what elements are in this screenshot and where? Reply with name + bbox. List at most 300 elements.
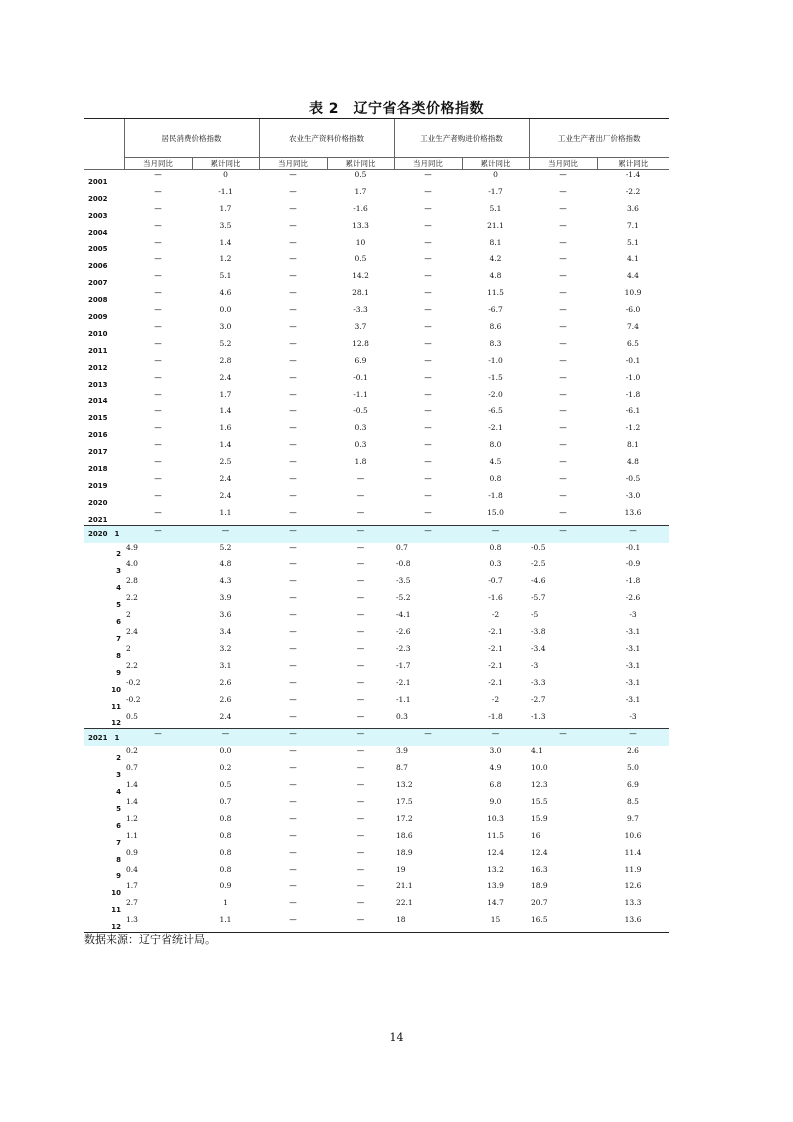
- value-cell: 16: [531, 830, 541, 840]
- value-cell: 3.9: [219, 593, 232, 603]
- value-cell: -3.1: [625, 694, 641, 704]
- month-row: [84, 610, 669, 627]
- value-cell: —: [424, 355, 432, 365]
- value-cell: -2.1: [488, 643, 503, 653]
- value-cell: 9.7: [627, 813, 639, 823]
- value-cell: 4.8: [219, 559, 232, 569]
- row-label: 9: [116, 872, 121, 881]
- row-label: 2007: [88, 279, 108, 288]
- value-cell: —: [424, 170, 432, 179]
- value-cell: —: [424, 372, 432, 382]
- month-row: [84, 543, 669, 560]
- value-cell: —: [289, 322, 297, 332]
- row-label: 2006: [88, 262, 108, 271]
- row-label: 2016: [88, 431, 108, 440]
- value-cell: -2.1: [396, 677, 411, 687]
- value-cell: 10.6: [624, 830, 642, 840]
- value-cell: —: [289, 389, 297, 399]
- value-cell: —: [424, 237, 432, 247]
- subheader-cumulative: 累计同比: [597, 158, 669, 170]
- data-source-note: 数据来源：辽宁省统计局。: [84, 933, 216, 946]
- value-cell: -0.1: [625, 355, 641, 365]
- value-cell: 1.7: [126, 881, 138, 891]
- value-cell: —: [559, 490, 567, 500]
- value-cell: 4.5: [489, 457, 502, 467]
- value-cell: -2: [491, 694, 500, 704]
- value-cell: 16.3: [531, 864, 548, 874]
- value-cell: 3.0: [489, 746, 502, 756]
- value-cell: —: [289, 763, 297, 773]
- value-cell: —: [356, 746, 365, 756]
- value-cell: —: [356, 610, 365, 620]
- value-cell: 28.1: [352, 288, 369, 298]
- value-cell: -3.8: [531, 627, 546, 637]
- value-cell: —: [289, 813, 297, 823]
- value-cell: 2.8: [219, 355, 232, 365]
- value-cell: —: [559, 440, 567, 450]
- table-title: 表 2 辽宁省各类价格指数: [308, 101, 485, 117]
- month-row: [84, 559, 669, 576]
- value-cell: 1.2: [126, 813, 138, 823]
- value-cell: —: [394, 525, 462, 542]
- value-cell: -1.8: [625, 389, 641, 399]
- row-label: 2010: [88, 329, 108, 338]
- month-row: [84, 525, 669, 542]
- value-cell: 11.4: [624, 847, 642, 857]
- value-cell: 8.0: [489, 440, 502, 450]
- month-row: [84, 915, 669, 932]
- value-cell: —: [289, 881, 297, 891]
- value-cell: —: [356, 593, 365, 603]
- value-cell: —: [424, 203, 432, 213]
- value-cell: 0.7: [396, 542, 408, 552]
- value-cell: —: [259, 915, 327, 932]
- value-cell: -1.2: [625, 423, 641, 433]
- value-cell: —: [154, 440, 162, 450]
- value-cell: —: [154, 170, 162, 179]
- row-label: 6: [116, 821, 121, 830]
- month-row: [84, 780, 669, 797]
- month-row: [84, 865, 669, 882]
- value-cell: —: [462, 525, 529, 542]
- row-label: 2020 1: [84, 525, 124, 542]
- value-cell: -1.5: [488, 372, 503, 382]
- value-cell: —: [289, 440, 297, 450]
- month-row: [84, 881, 669, 898]
- value-cell: 1.4: [219, 406, 232, 416]
- value-cell: —: [597, 729, 669, 746]
- row-label: 2019: [88, 481, 108, 490]
- value-cell: —: [289, 627, 297, 637]
- value-cell: -3.4: [531, 643, 546, 653]
- value-cell: 1.1: [219, 507, 232, 517]
- value-cell: —: [289, 220, 297, 230]
- value-cell: —: [559, 186, 567, 196]
- year-row: [84, 339, 669, 356]
- month-row: [84, 627, 669, 644]
- value-cell: -1.6: [353, 203, 368, 213]
- value-cell: —: [289, 610, 297, 620]
- value-cell: —: [289, 677, 297, 687]
- value-cell: 0.8: [219, 847, 232, 857]
- value-cell: —: [289, 711, 297, 721]
- value-cell: —: [289, 237, 297, 247]
- value-cell: 13.9: [487, 881, 504, 891]
- value-cell: 0.8: [489, 542, 502, 552]
- value-cell: -6.5: [488, 406, 503, 416]
- value-cell: 6.9: [627, 780, 639, 790]
- row-label: 2014: [88, 397, 108, 406]
- value-cell: -0.7: [488, 576, 503, 586]
- subheader-cumulative: 累计同比: [462, 158, 529, 170]
- value-cell: 10: [355, 237, 366, 247]
- value-cell: -3.0: [625, 490, 641, 500]
- value-cell: -1.1: [353, 389, 368, 399]
- year-row: [84, 238, 669, 255]
- value-cell: -1.1: [218, 186, 233, 196]
- value-cell: 2.7: [126, 898, 138, 908]
- value-cell: —: [154, 186, 162, 196]
- value-cell: 3.7: [354, 322, 367, 332]
- value-cell: —: [462, 729, 529, 746]
- value-cell: 4.1: [627, 254, 639, 264]
- value-cell: 0.5: [354, 170, 367, 179]
- value-cell: 4.8: [627, 457, 639, 467]
- corner-cell: [84, 119, 124, 158]
- value-cell: 0.3: [354, 440, 367, 450]
- value-cell: 15.9: [531, 813, 548, 823]
- value-cell: —: [154, 288, 162, 298]
- value-cell: -2.5: [531, 559, 546, 569]
- value-cell: —: [356, 507, 365, 517]
- value-cell: —: [424, 440, 432, 450]
- value-cell: 18: [394, 915, 462, 932]
- value-cell: —: [154, 507, 162, 517]
- month-row: [84, 678, 669, 695]
- value-cell: —: [259, 525, 327, 542]
- value-cell: —: [289, 355, 297, 365]
- row-label: 4: [116, 787, 121, 796]
- value-cell: —: [424, 322, 432, 332]
- value-cell: 1.8: [354, 457, 367, 467]
- value-cell: —: [356, 763, 365, 773]
- value-cell: -1.1: [396, 694, 411, 704]
- value-cell: —: [356, 576, 365, 586]
- value-cell: 2.2: [126, 593, 138, 603]
- value-cell: -2.0: [488, 389, 503, 399]
- value-cell: -3.3: [353, 305, 368, 315]
- value-cell: —: [289, 576, 297, 586]
- value-cell: 2.4: [219, 711, 232, 721]
- value-cell: 0.5: [126, 711, 138, 721]
- row-label: 2012: [88, 363, 108, 372]
- value-cell: -1.0: [488, 355, 503, 365]
- year-row: [84, 457, 669, 474]
- month-row: [84, 814, 669, 831]
- year-row: [84, 271, 669, 288]
- value-cell: 0.8: [219, 864, 232, 874]
- subheader-monthly: 当月同比: [259, 158, 327, 170]
- value-cell: 3.0: [219, 322, 232, 332]
- month-row: [84, 797, 669, 814]
- value-cell: 2: [126, 643, 131, 653]
- value-cell: 21.1: [487, 220, 504, 230]
- value-cell: 1.4: [126, 796, 138, 806]
- value-cell: —: [289, 643, 297, 653]
- page-number: 14: [389, 1031, 404, 1044]
- value-cell: —: [597, 525, 669, 542]
- value-cell: -2.1: [488, 660, 503, 670]
- value-cell: -2.1: [488, 423, 503, 433]
- value-cell: —: [559, 406, 567, 416]
- value-cell: 18.9: [531, 881, 548, 891]
- value-cell: 1.3: [124, 915, 192, 932]
- value-cell: 7.1: [627, 220, 639, 230]
- year-row: [84, 440, 669, 457]
- value-cell: 18.9: [396, 847, 413, 857]
- year-row: [84, 322, 669, 339]
- month-row: [84, 848, 669, 865]
- value-cell: —: [356, 847, 365, 857]
- value-cell: —: [154, 237, 162, 247]
- value-cell: —: [559, 389, 567, 399]
- corner-cell-sub: [84, 158, 124, 170]
- value-cell: -1.8: [488, 711, 503, 721]
- value-cell: 10.9: [624, 288, 642, 298]
- value-cell: —: [289, 746, 297, 756]
- year-row: [84, 356, 669, 373]
- row-label: 7: [116, 634, 121, 643]
- value-cell: —: [289, 271, 297, 281]
- row-label: 8: [116, 855, 121, 864]
- group-header-agri-input: 农业生产资料价格指数: [259, 119, 394, 158]
- value-cell: —: [356, 474, 365, 484]
- value-cell: —: [559, 355, 567, 365]
- value-cell: 1.1: [192, 915, 259, 932]
- value-cell: —: [424, 305, 432, 315]
- value-cell: -3.1: [625, 643, 641, 653]
- month-row: [84, 576, 669, 593]
- value-cell: —: [559, 338, 567, 348]
- value-cell: -2.7: [531, 694, 546, 704]
- year-row: [84, 187, 669, 204]
- row-label: 2021: [88, 515, 108, 524]
- value-cell: -3.1: [625, 627, 641, 637]
- value-cell: 5.2: [219, 542, 232, 552]
- value-cell: 0.3: [489, 559, 502, 569]
- value-cell: 8.3: [489, 338, 502, 348]
- value-cell: -6.7: [488, 305, 503, 315]
- value-cell: -5.7: [531, 593, 546, 603]
- value-cell: 3.6: [219, 610, 232, 620]
- value-cell: —: [289, 288, 297, 298]
- value-cell: —: [289, 593, 297, 603]
- value-cell: 2.8: [126, 576, 138, 586]
- value-cell: —: [289, 305, 297, 315]
- value-cell: —: [559, 305, 567, 315]
- value-cell: —: [154, 372, 162, 382]
- row-label: 2: [116, 550, 121, 559]
- value-cell: 13.3: [352, 220, 369, 230]
- value-cell: —: [424, 186, 432, 196]
- value-cell: -0.2: [126, 694, 141, 704]
- value-cell: 0.7: [126, 763, 138, 773]
- value-cell: -3: [531, 660, 539, 670]
- value-cell: -1.6: [488, 593, 503, 603]
- value-cell: —: [559, 372, 567, 382]
- value-cell: —: [559, 237, 567, 247]
- value-cell: —: [356, 542, 365, 552]
- value-cell: 0: [493, 170, 498, 179]
- value-cell: 3.2: [219, 643, 232, 653]
- value-cell: 0.3: [354, 423, 367, 433]
- value-cell: —: [424, 271, 432, 281]
- value-cell: -0.8: [396, 559, 411, 569]
- value-cell: -3: [629, 711, 637, 721]
- value-cell: —: [259, 729, 327, 746]
- subheader-monthly: 当月同比: [394, 158, 462, 170]
- value-cell: —: [289, 660, 297, 670]
- value-cell: —: [154, 322, 162, 332]
- value-cell: 0.4: [126, 864, 138, 874]
- value-cell: -1.7: [396, 660, 411, 670]
- subheader-monthly: 当月同比: [124, 158, 192, 170]
- value-cell: 2.4: [126, 627, 138, 637]
- value-cell: 4.8: [489, 271, 502, 281]
- value-cell: —: [424, 254, 432, 264]
- value-cell: 22.1: [396, 898, 413, 908]
- value-cell: —: [356, 813, 365, 823]
- year-row: [84, 254, 669, 271]
- value-cell: 0.9: [126, 847, 138, 857]
- value-cell: 0.5: [354, 254, 367, 264]
- value-cell: 16.5: [529, 915, 597, 932]
- row-label: 2018: [88, 465, 108, 474]
- value-cell: —: [154, 305, 162, 315]
- year-row: [84, 406, 669, 423]
- value-cell: -1.8: [488, 490, 503, 500]
- value-cell: 0.8: [489, 474, 502, 484]
- value-cell: —: [154, 203, 162, 213]
- value-cell: —: [289, 338, 297, 348]
- row-label: 2: [116, 754, 121, 763]
- value-cell: —: [559, 271, 567, 281]
- value-cell: —: [327, 729, 394, 746]
- value-cell: —: [529, 525, 597, 542]
- value-cell: -3.5: [396, 576, 411, 586]
- month-row: [84, 746, 669, 763]
- month-row: [84, 831, 669, 848]
- year-row: [84, 288, 669, 305]
- value-cell: 13.3: [624, 898, 642, 908]
- value-cell: -3: [629, 610, 637, 620]
- group-header-ipi: 工业生产者购进价格指数: [394, 119, 529, 158]
- value-cell: 2.2: [126, 660, 138, 670]
- value-cell: —: [559, 507, 567, 517]
- value-cell: 13.6: [624, 507, 642, 517]
- value-cell: 2: [126, 610, 131, 620]
- value-cell: —: [289, 864, 297, 874]
- value-cell: 5.1: [219, 271, 232, 281]
- value-cell: -3.1: [625, 677, 641, 687]
- value-cell: -4.1: [396, 610, 411, 620]
- value-cell: 12.4: [531, 847, 548, 857]
- value-cell: -3.3: [531, 677, 546, 687]
- month-row: [84, 644, 669, 661]
- value-cell: —: [289, 474, 297, 484]
- value-cell: 7.4: [627, 322, 639, 332]
- value-cell: 10.0: [531, 763, 548, 773]
- year-row: [84, 221, 669, 238]
- value-cell: —: [124, 525, 192, 542]
- year-row: [84, 305, 669, 322]
- value-cell: —: [289, 542, 297, 552]
- value-cell: 19: [396, 864, 406, 874]
- value-cell: 1.7: [354, 186, 367, 196]
- row-label: 11: [111, 702, 121, 711]
- value-cell: 5.0: [627, 763, 639, 773]
- subheader-cumulative: 累计同比: [192, 158, 259, 170]
- month-row: [84, 729, 669, 746]
- value-cell: 5.2: [219, 338, 232, 348]
- value-cell: —: [424, 490, 432, 500]
- value-cell: —: [154, 355, 162, 365]
- year-row: [84, 170, 669, 187]
- row-label: 2001: [88, 177, 108, 186]
- value-cell: 13.2: [487, 864, 504, 874]
- value-cell: -2: [491, 610, 500, 620]
- value-cell: 11.9: [624, 864, 642, 874]
- row-label: 8: [116, 651, 121, 660]
- value-cell: —: [154, 271, 162, 281]
- value-cell: 1.1: [126, 830, 138, 840]
- value-cell: -6.1: [625, 406, 641, 416]
- value-cell: —: [154, 423, 162, 433]
- value-cell: 1.4: [219, 440, 232, 450]
- value-cell: —: [559, 457, 567, 467]
- value-cell: 12.8: [352, 338, 369, 348]
- month-row: [84, 695, 669, 712]
- value-cell: -0.5: [353, 406, 368, 416]
- value-cell: —: [327, 525, 394, 542]
- data-table: [84, 118, 669, 933]
- row-label: 3: [116, 771, 121, 780]
- value-cell: 3.5: [219, 220, 232, 230]
- value-cell: 5.1: [627, 237, 639, 247]
- row-label: 2021 1: [84, 729, 124, 746]
- value-cell: -0.5: [625, 474, 641, 484]
- subheader-cumulative: 累计同比: [327, 158, 394, 170]
- value-cell: 5.1: [489, 203, 502, 213]
- value-cell: —: [356, 490, 365, 500]
- value-cell: —: [356, 881, 365, 891]
- row-label: 2003: [88, 211, 108, 220]
- row-label: 2002: [88, 194, 108, 203]
- value-cell: -2.6: [396, 627, 411, 637]
- value-cell: —: [529, 729, 597, 746]
- row-label: 3: [116, 567, 121, 576]
- value-cell: 0.0: [219, 305, 232, 315]
- sub-header-row: [84, 158, 669, 170]
- value-cell: -2.6: [625, 593, 641, 603]
- month-row: [84, 898, 669, 915]
- value-cell: —: [289, 203, 297, 213]
- value-cell: 12.4: [487, 847, 504, 857]
- value-cell: 9.0: [489, 796, 502, 806]
- value-cell: —: [356, 898, 365, 908]
- value-cell: 15: [462, 915, 529, 932]
- value-cell: —: [424, 423, 432, 433]
